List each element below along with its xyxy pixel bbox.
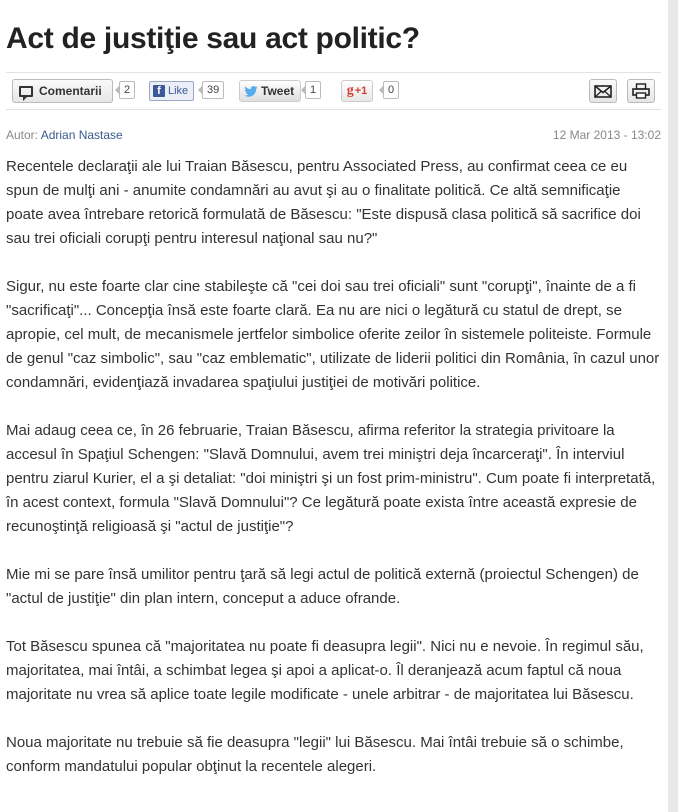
paragraph: Mai adaug ceea ce, în 26 februarie, Traian Băsescu, afirma referitor la strategia privitoare la accesul în Spaţiul Schengen: "Slavă Domnului, avem trei miniştri deja încarceraţi". În interviul pentru ziarul Kurier, el a şi detaliat: "doi miniştri şi un fost prim-ministru". Cum poate fi interpretată, în acest context, formula "Slavă Domnului"? Ce legătură poate exista între această expresie de recunoştinţă religioasă şi "actul de justiţie"? [6, 422, 656, 535]
like-label: Like [168, 85, 189, 97]
twitter-bird-icon [244, 86, 258, 97]
author-label: Autor: [6, 128, 39, 142]
facebook-like-button[interactable] [149, 81, 194, 101]
tweet-button[interactable] [239, 80, 301, 102]
author-link[interactable]: Adrian Nastase [40, 128, 123, 142]
article-title: Act de justiţie sau act politic? [6, 22, 420, 55]
right-sidebar-edge [668, 0, 678, 812]
comments-button[interactable] [12, 79, 113, 103]
publish-date: 12 Mar 2013 - 13:02 [552, 128, 661, 142]
paragraph: Sigur, nu este foarte clar cine stabileşte că "cei doi sau trei oficiali" sunt "corupţi", înainte de a fi "sacrificaţi"... Concepţia însă este foarte clară. Ea nu are nici o legătură cu statul de drept, se apropie, cel mult, de mecanismele jertfelor simbolice oferite zeilor în sistemele politeiste. Formule de genul "caz simbolic", sau "caz emblematic", utilizate de liderii politici din România, în cazul unor condamnări, evidenţiază invadarea spaţiului justiţiei de motivări politice. [6, 278, 660, 391]
email-button[interactable] [589, 79, 617, 103]
printer-icon [632, 83, 650, 99]
comments-count: 2 [119, 81, 135, 99]
gplus-label: +1 [354, 85, 368, 97]
like-count: 39 [202, 81, 224, 99]
article-body [6, 155, 661, 803]
gplus-count: 0 [383, 81, 399, 99]
speech-bubble-icon [19, 86, 33, 97]
paragraph: Noua majoritate nu trebuie să fie deasupra "legii" lui Băsescu. Mai întâi trebuie să o schimbe, conform mandatului popular obţinut la recentele alegeri. [6, 734, 624, 775]
google-plus-button[interactable] [341, 80, 373, 102]
tweet-label: Tweet [261, 84, 295, 98]
envelope-icon [594, 85, 612, 98]
paragraph: Recentele declaraţii ale lui Traian Băsescu, pentru Associated Press, au confirmat ceea ce eu spun de mulţi ani - anumite condamnări au avut şi au o finalitate politică. Ce altă semnificaţie poate avea întrebare retorică formulată de Băsescu: "Este dispusă clasa politică să sacrifice doi sau trei oficiali corupţi pentru interesul naţional sau nu?" [6, 158, 641, 247]
google-plus-icon: g [346, 83, 354, 98]
paragraph: Mie mi se pare însă umilitor pentru ţară să legi actul de politică externă (proiectul Schengen) de "actul de justiţie" din plan intern, conceput a aduce ofrande. [6, 566, 639, 607]
comments-label: Comentarii [39, 84, 102, 98]
article-meta [6, 128, 661, 142]
print-button[interactable] [627, 79, 655, 103]
paragraph: Tot Băsescu spunea că "majoritatea nu poate fi deasupra legii". Nici nu e nevoie. În regimul său, majoritatea, mai întâi, a schimbat legea şi apoi a aplicat-o. Îl deranjează acum faptul că noua majoritate nu vrea să aplice toate legile modificate - unele arbitrar - de majoritatea lui Băsescu. [6, 638, 644, 703]
share-toolbar [6, 72, 661, 110]
tweet-count: 1 [305, 81, 321, 99]
facebook-icon: f [153, 85, 165, 97]
